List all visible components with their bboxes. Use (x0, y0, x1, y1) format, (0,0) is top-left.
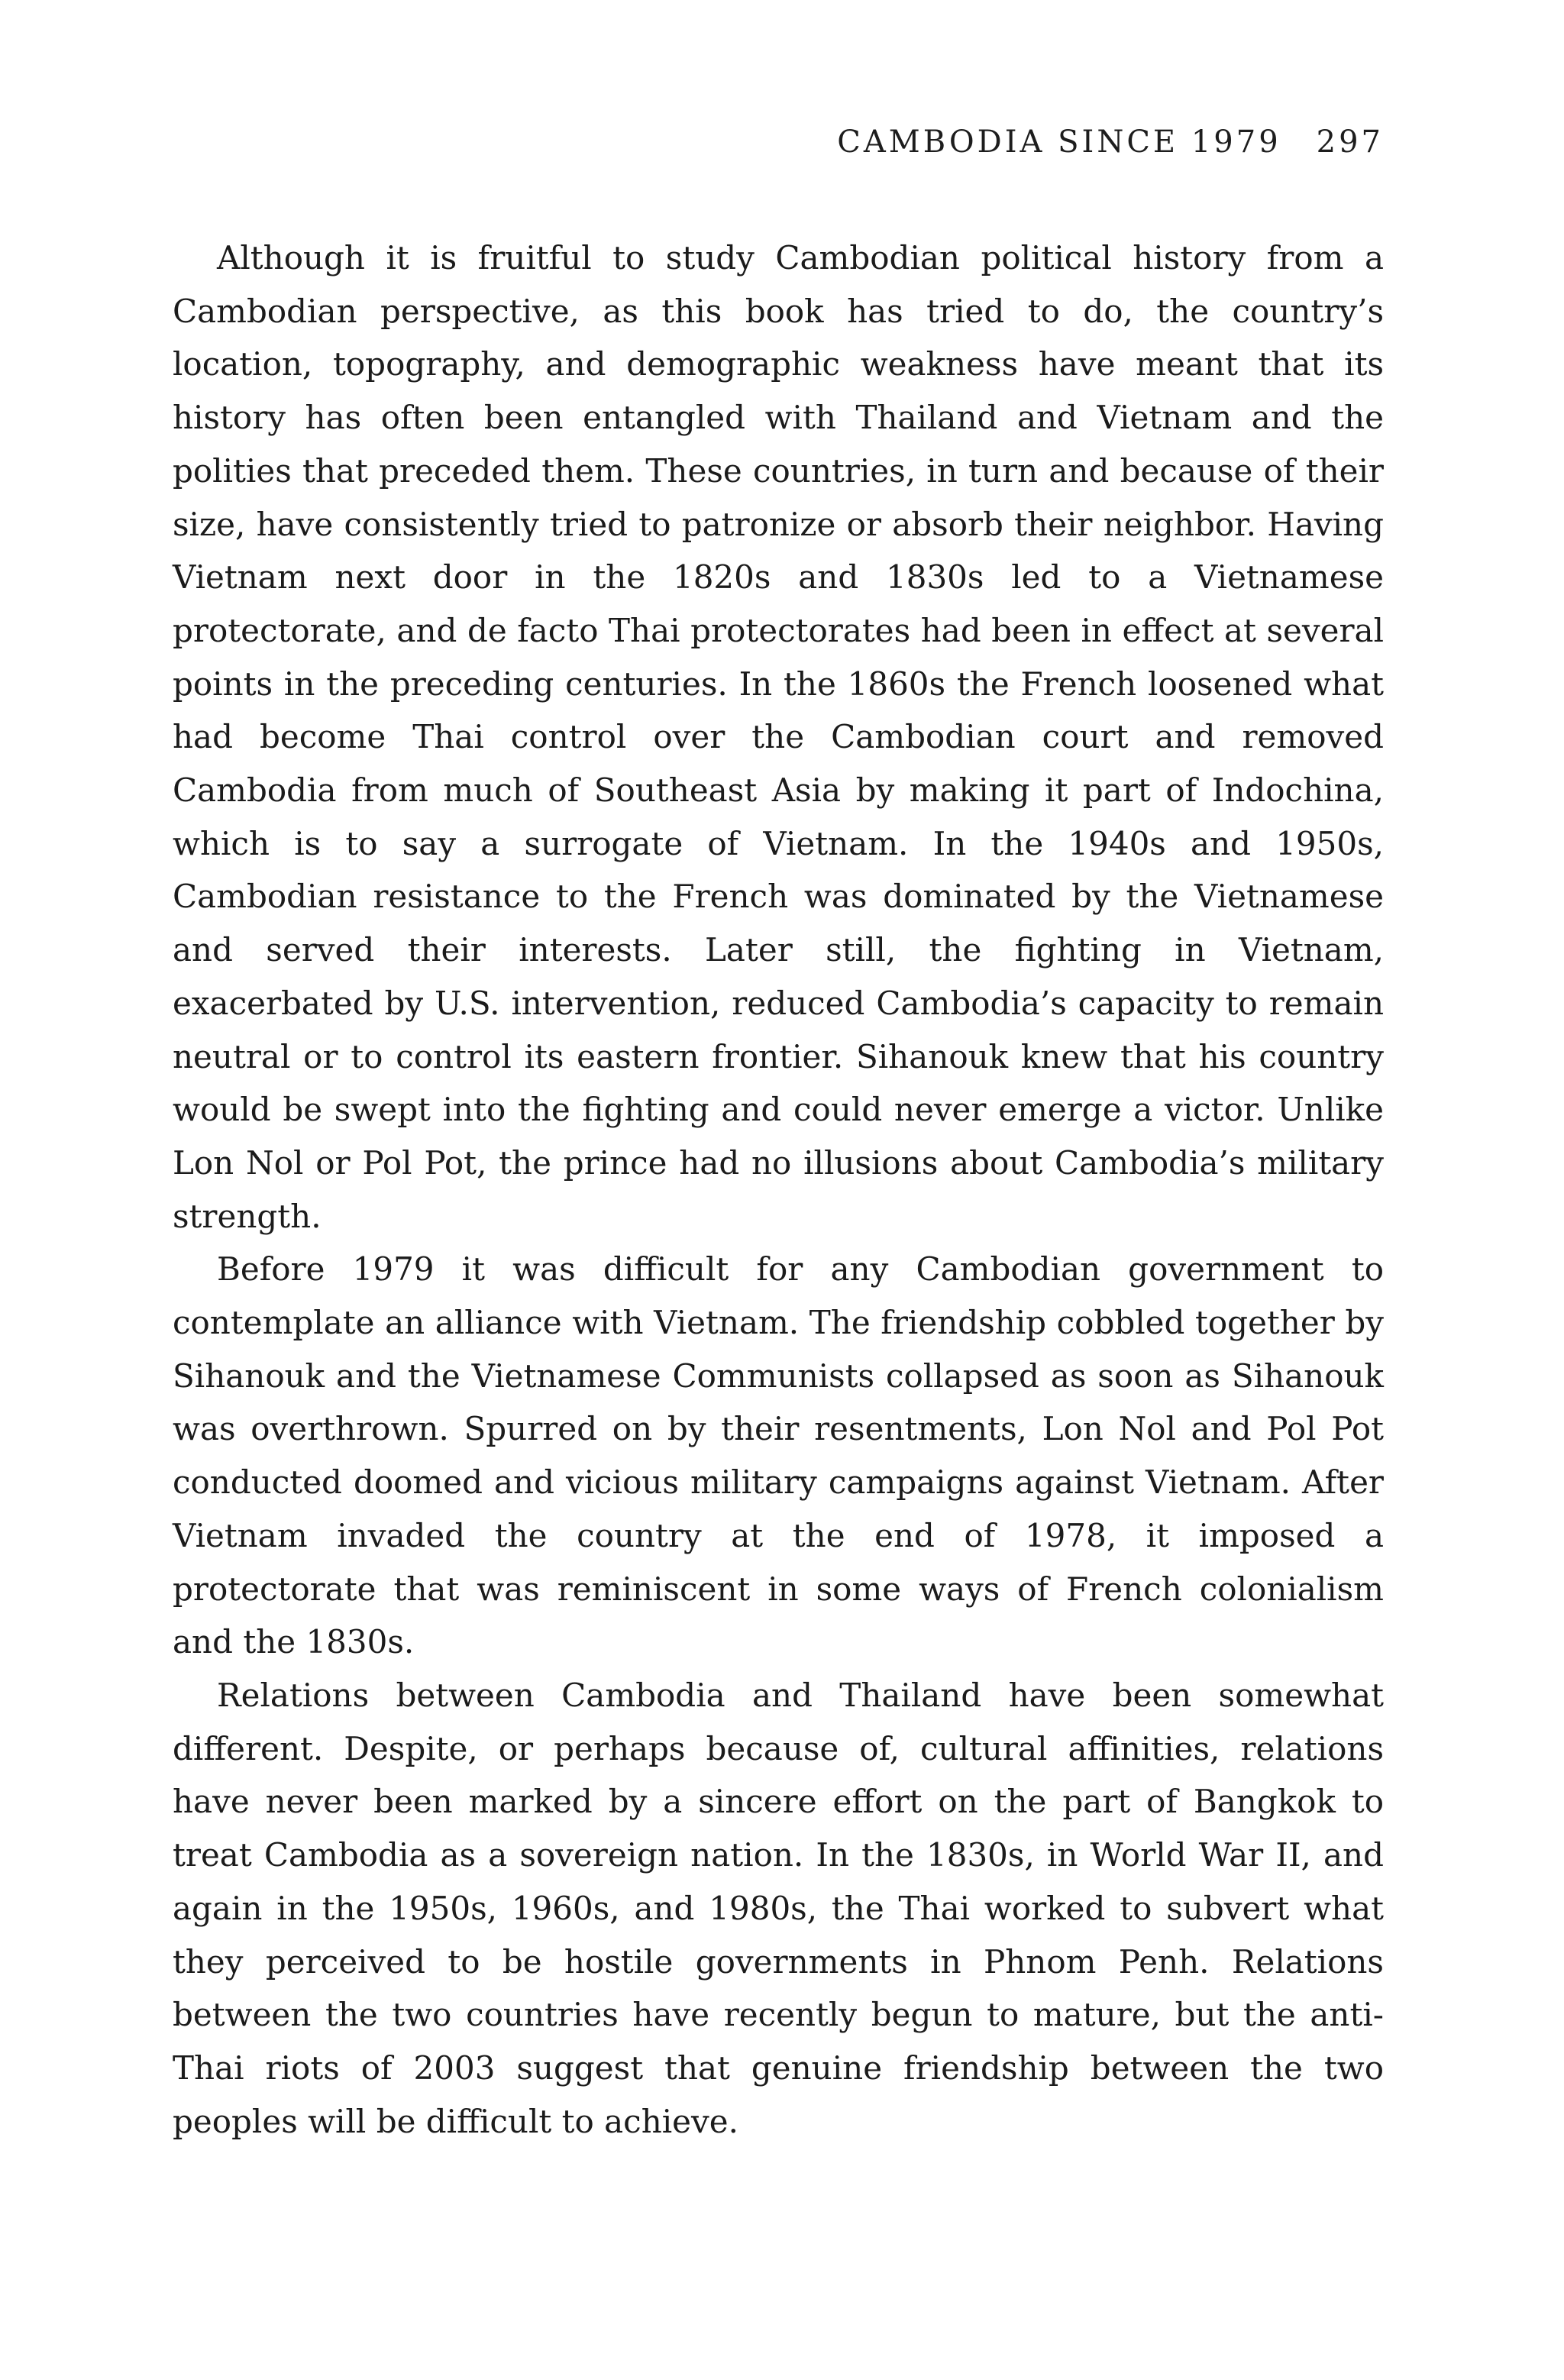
page-number: 297 (1316, 124, 1384, 160)
body-text (173, 231, 1384, 2148)
paragraph-1: Although it is fruitful to study Cambodian political history from a Cambodian perspective, as this book has tried to do, the country’s location, topography, and demographic weakness have meant that its history has often been entangled with Thailand and Vietnam and the polities that preceded them. These countries, in turn and because of their size, have consistently tried to patronize or absorb their neighbor. Having Vietnam next door in the 1820s and 1830s led to a Vietnamese protectorate, and de facto Thai protectorates had been in effect at several points in the preceding centuries. In the 1860s the French loosened what had become Thai control over the Cambodian court and removed Cambodia from much of Southeast Asia by making it part of Indochina, which is to say a surrogate of Vietnam. In the 1940s and 1950s, Cambodian resistance to the French was dominated by the Vietnamese and served their interests. Later still, the fighting in Vietnam, exacerbated by U.S. intervention, reduced Cambodia’s capacity to remain neutral or to control its eastern frontier. Sihanouk knew that his country would be swept into the fighting and could never emerge a victor. Unlike Lon Nol or Pol Pot, the prince had no illusions about Cambodia’s military strength. (173, 239, 1384, 1235)
paragraph-3: Relations between Cambodia and Thailand have been somewhat different. Despite, or perhaps because of, cultural affinities, relations have never been marked by a sincere effort on the part of Bangkok to treat Cambodia as a sovereign nation. In the 1830s, in World War II, and again in the 1950s, 1960s, and 1980s, the Thai worked to subvert what they perceived to be hostile governments in Phnom Penh. Relations between the two countries have recently begun to mature, but the anti-Thai riots of 2003 suggest that genuine friendship between the two peoples will be difficult to achieve. (173, 1676, 1384, 2140)
paragraph-2: Before 1979 it was difficult for any Cambodian government to contemplate an alliance with Vietnam. The friendship cobbled together by Sihanouk and the Vietnamese Communists collapsed as soon as Sihanouk was overthrown. Spurred on by their resentments, Lon Nol and Pol Pot conducted doomed and vicious military campaigns against Vietnam. After Vietnam invaded the country at the end of 1978, it imposed a protectorate that was reminiscent in some ways of French colonialism and the 1830s. (173, 1250, 1384, 1661)
running-head (173, 124, 1384, 160)
running-head-title: CAMBODIA SINCE 1979 (837, 124, 1281, 160)
